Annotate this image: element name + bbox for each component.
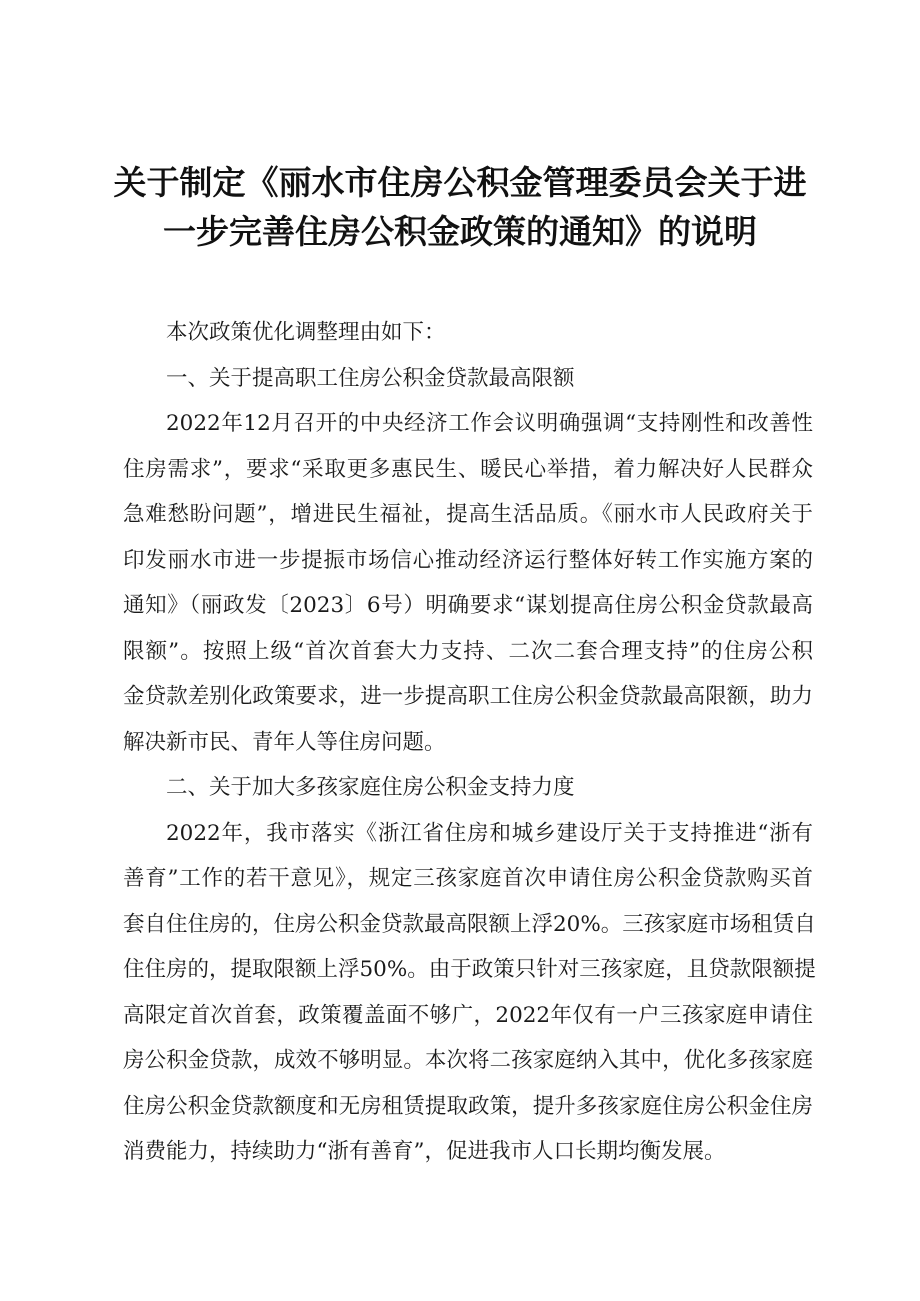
intro-paragraph <box>123 310 813 356</box>
text-line: 高限定首次首套，政策覆盖面不够广，2022年仅有一户三孩家庭申请住 <box>123 1002 813 1028</box>
text-line: 2022年12月召开的中央经济工作会议明确强调“支持刚性和改善性 <box>166 411 813 436</box>
text-line: 二、关于加大多孩家庭住房公积金支持力度 <box>166 775 575 800</box>
section-heading-2 <box>123 765 813 811</box>
text-line: 套自住住房的，住房公积金贷款最高限额上浮20%。三孩家庭市场租赁自 <box>123 911 816 937</box>
text-line: 解决新市民、青年人等住房问题。 <box>123 729 446 755</box>
section-1-body <box>123 401 813 765</box>
text-line: 通知》（丽政发〔2023〕6号）明确要求“谋划提高住房公积金贷款最高 <box>123 593 813 618</box>
title-line-2: 一步完善住房公积金政策的通知》的说明 <box>163 212 757 251</box>
title-line-1: 关于制定《丽水市住房公积金管理委员会关于进 <box>113 163 807 202</box>
text-line: 急难愁盼问题”，增进民生福祉，提高生活品质。《丽水市人民政府关于 <box>123 502 813 527</box>
text-line: 限额”。按照上级“首次首套大力支持、二次二套合理支持”的住房公积 <box>123 638 813 664</box>
section-2-body <box>123 811 816 1175</box>
text-line: 金贷款差别化政策要求，进一步提高职工住房公积金贷款最高限额，助力 <box>123 684 813 709</box>
text-line: 住住房的，提取限额上浮50%。由于政策只针对三孩家庭，且贷款限额提 <box>123 957 816 982</box>
section-heading-1 <box>123 356 813 402</box>
text-line: 一、关于提高职工住房公积金贷款最高限额 <box>166 365 575 391</box>
text-line: 消费能力，持续助力“浙有善育”，促进我市人口长期均衡发展。 <box>123 1139 726 1164</box>
text-line: 2022年，我市落实《浙江省住房和城乡建设厅关于支持推进“浙有 <box>166 820 813 846</box>
text-line: 住房需求”，要求“采取更多惠民生、暖民心举措，着力解决好人民群众 <box>123 456 813 482</box>
document-title <box>100 158 820 256</box>
text-line: 印发丽水市进一步提振市场信心推动经济运行整体好转工作实施方案的 <box>123 547 813 573</box>
text-line: 房公积金贷款，成效不够明显。本次将二孩家庭纳入其中，优化多孩家庭 <box>123 1048 813 1073</box>
document-body <box>123 310 816 1175</box>
text-line: 本次政策优化调整理由如下： <box>166 320 446 345</box>
text-line: 善育”工作的若干意见》，规定三孩家庭首次申请住房公积金贷款购买首 <box>123 866 813 891</box>
text-line: 住房公积金贷款额度和无房租赁提取政策，提升多孩家庭住房公积金住房 <box>123 1093 813 1119</box>
